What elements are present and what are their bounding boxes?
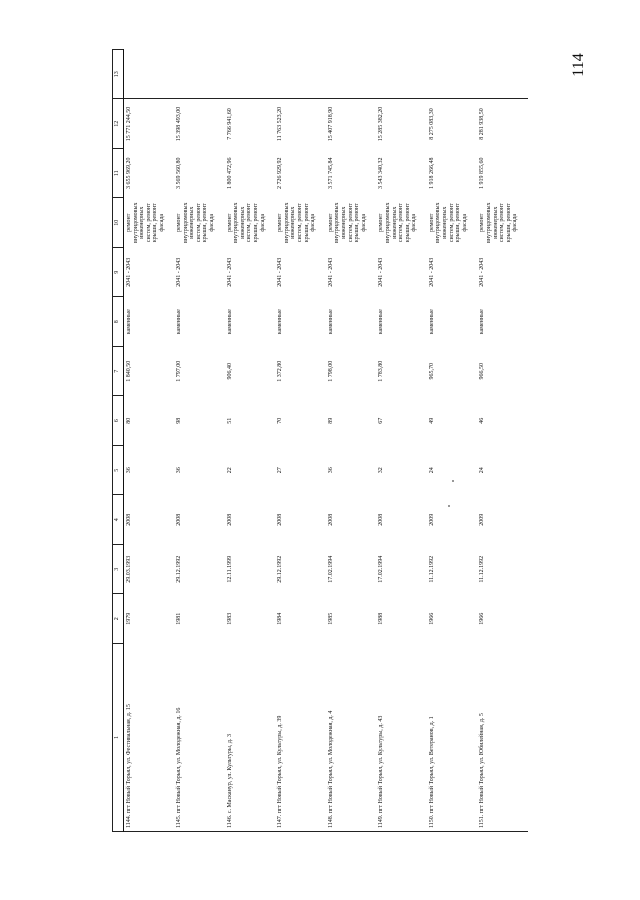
- table-row: [275, 50, 326, 832]
- row-number: 1149.: [378, 814, 385, 828]
- table-row: [124, 50, 175, 832]
- address-text: пгт Новый Торьял, ул. Культуры, д. 43: [378, 715, 385, 814]
- column-header: 5: [113, 446, 124, 496]
- cell-year-built: 1985: [327, 612, 334, 625]
- cell-c7: 51: [226, 417, 233, 424]
- cell-date: 29.12.1992: [176, 555, 183, 583]
- address-text: пгт Новый Торьял, ул. Молодежная, д. 4: [327, 710, 334, 814]
- table-row: [326, 50, 377, 832]
- column-header: 12: [113, 99, 124, 149]
- cell-c7: 49: [428, 417, 435, 424]
- cell-period: 2041 - 2043: [176, 257, 183, 287]
- cell-c12: 2 726 929,92: [277, 157, 284, 189]
- column-header: 3: [113, 545, 124, 595]
- column-header: 8: [113, 297, 124, 347]
- cell-work: ремонт внутридомовых инженерных систем, ремонт крыши, ремонт фасада: [126, 202, 165, 244]
- cell-total: 7 766 941,60: [225, 99, 276, 149]
- cell-year-built: 1979: [126, 612, 132, 625]
- cell-total: 15 407 918,90: [326, 99, 377, 149]
- rotated-table-wrapper: [112, 50, 528, 832]
- cell-material: каменные: [277, 309, 284, 335]
- row-number: 1151.: [479, 814, 486, 828]
- cell-date: 12.11.1999: [226, 555, 233, 583]
- table-body: [124, 50, 529, 832]
- cell-year: 2008: [176, 513, 183, 526]
- cell-year: 2008: [327, 513, 334, 526]
- cell-year-built: 1966: [479, 612, 486, 625]
- address-text: с. Масканур, ул. Культуры, д. 3: [226, 734, 233, 814]
- cell-c6: 36: [327, 467, 334, 474]
- cell-date: 29.12.1992: [277, 555, 284, 583]
- cell-date: 17.02.1994: [327, 555, 334, 583]
- cell-work: ремонт внутридомовых инженерных систем, ремонт крыши, ремонт фасада: [226, 202, 266, 244]
- cell-area: 1 798,00: [327, 360, 334, 382]
- cell-date: 29.03.1993: [126, 555, 132, 583]
- cell-c7: 80: [126, 417, 132, 424]
- address-text: пгт Новый Торьял, ул. Ветеранов, д. 1: [428, 716, 435, 814]
- cell-total: 15 398 493,00: [174, 99, 225, 149]
- cell-year: 2009: [479, 513, 486, 526]
- row-number: 1144.: [126, 814, 132, 828]
- cell-material: каменные: [479, 309, 486, 335]
- column-header: 9: [113, 248, 124, 298]
- cell-total: 15 285 382,20: [376, 99, 427, 149]
- cell-year-built: 1981: [176, 612, 183, 625]
- row-number: 1146.: [226, 814, 233, 828]
- cell-c6: 24: [428, 467, 435, 474]
- cell-area: 1 840,50: [126, 360, 132, 382]
- cell-period: 2041 - 2043: [327, 257, 334, 287]
- cell-work: ремонт внутридомовых инженерных систем, ремонт крыши, ремонт фасада: [428, 202, 468, 244]
- cell-material: каменные: [126, 309, 132, 335]
- cell-c6: 22: [226, 467, 233, 474]
- column-header: 2: [113, 594, 124, 644]
- page-number: 114: [570, 53, 587, 77]
- table-row: [174, 50, 225, 832]
- scan-speck: [452, 480, 454, 482]
- cell-year: 2008: [226, 513, 233, 526]
- row-number: 1150.: [428, 814, 435, 828]
- cell-work: ремонт внутридомовых инженерных систем, ремонт крыши, ремонт фасада: [327, 202, 367, 244]
- cell-material: каменные: [176, 309, 183, 335]
- cell-work: ремонт внутридомовых инженерных систем, ремонт крыши, ремонт фасада: [378, 202, 418, 244]
- cell-c7: 67: [378, 417, 385, 424]
- cell-year-built: 1983: [226, 612, 233, 625]
- address-text: пгт Новый Торьял, ул. Молодежная, д. 16: [176, 707, 183, 814]
- cell-c12: 1 800 472,96: [226, 157, 233, 189]
- address-text: пгт Новый Торьял, ул. Культуры, д. 39: [277, 715, 284, 814]
- column-header: 11: [113, 149, 124, 199]
- cell-area: 1 797,00: [176, 360, 183, 382]
- cell-year: 2008: [126, 513, 132, 526]
- column-header: 6: [113, 396, 124, 446]
- address-cell: [124, 644, 175, 832]
- cell-c12: 1 919 855,60: [479, 157, 486, 189]
- address-cell: [477, 644, 528, 832]
- cell-period: 2041 - 2043: [378, 257, 385, 287]
- cell-work: ремонт внутридомовых инженерных систем, ремонт крыши, ремонт фасада: [479, 202, 519, 244]
- cell-year-built: 1984: [277, 612, 284, 625]
- cell-period: 2041 - 2043: [126, 257, 132, 287]
- cell-material: каменные: [327, 309, 334, 335]
- column-header: 7: [113, 347, 124, 397]
- column-header: 4: [113, 495, 124, 545]
- cell-c6: 32: [378, 467, 385, 474]
- cell-c12: 1 918 266,48: [428, 157, 435, 189]
- cell-area: 1 372,80: [277, 360, 284, 382]
- cell-c7: 70: [277, 417, 284, 424]
- cell-period: 2041 - 2043: [277, 257, 284, 287]
- table-row: [376, 50, 427, 832]
- address-text: пгт Новый Торьял, ул. Юбилейная, д. 5: [479, 713, 486, 814]
- address-cell: [174, 644, 225, 832]
- cell-area: 1 783,80: [378, 360, 385, 382]
- cell-c12: 3 655 969,20: [126, 157, 132, 189]
- cell-c6: 24: [479, 467, 486, 474]
- cell-date: 11.12.1992: [428, 555, 435, 583]
- cell-c7: 89: [327, 417, 334, 424]
- cell-area: 906,40: [226, 363, 233, 380]
- cell-material: каменные: [378, 309, 385, 335]
- address-cell: [427, 644, 478, 832]
- cell-year-built: 1988: [378, 612, 385, 625]
- cell-work: ремонт внутридомовых инженерных систем, ремонт крыши, ремонт фасада: [176, 202, 216, 244]
- cell-c6: 36: [176, 467, 183, 474]
- cell-period: 2041 - 2043: [428, 257, 435, 287]
- cell-material: каменные: [226, 309, 233, 335]
- cell-c7: 98: [176, 417, 183, 424]
- row-number: 1145.: [176, 814, 183, 828]
- cell-c12: 3 571 745,84: [327, 157, 334, 189]
- cell-c6: 27: [277, 467, 284, 474]
- cell-total: 15 771 244,50: [124, 99, 175, 149]
- cell-c12: 3 569 560,80: [176, 157, 183, 189]
- address-cell: [376, 644, 427, 832]
- address-cell: [225, 644, 276, 832]
- cell-c6: 36: [126, 467, 132, 474]
- buildings-table: [112, 49, 528, 832]
- address-text: пгт Новый Торьял, ул. Фестивальная, д. 15: [126, 704, 132, 814]
- cell-total: 8 275 083,30: [427, 99, 478, 149]
- cell-year: 2008: [378, 513, 385, 526]
- cell-date: 11.12.1992: [479, 555, 486, 583]
- address-cell: [326, 644, 377, 832]
- table-row: [477, 50, 528, 832]
- cell-work: ремонт внутридомовых инженерных систем, ремонт крыши, ремонт фасада: [277, 202, 317, 244]
- cell-area: 965,70: [428, 363, 435, 380]
- cell-period: 2041 - 2043: [479, 257, 486, 287]
- cell-period: 2041 - 2043: [226, 257, 233, 287]
- scan-speck: [448, 505, 450, 507]
- column-header: 13: [113, 50, 124, 100]
- cell-material: каменные: [428, 309, 435, 335]
- table-row: [225, 50, 276, 832]
- address-cell: [275, 644, 326, 832]
- cell-c7: 46: [479, 417, 486, 424]
- table-row: [427, 50, 478, 832]
- cell-year-built: 1966: [428, 612, 435, 625]
- cell-area: 966,50: [479, 363, 486, 380]
- row-number: 1148.: [327, 814, 334, 828]
- column-header: 10: [113, 198, 124, 248]
- row-number: 1147.: [277, 814, 284, 828]
- cell-c12: 3 543 340,32: [378, 157, 385, 189]
- cell-year: 2009: [428, 513, 435, 526]
- cell-year: 2008: [277, 513, 284, 526]
- column-number-row: [113, 50, 124, 832]
- cell-total: 8 281 938,50: [477, 99, 528, 149]
- column-header: 1: [113, 644, 124, 832]
- cell-date: 17.02.1994: [378, 555, 385, 583]
- cell-total: 11 763 523,20: [275, 99, 326, 149]
